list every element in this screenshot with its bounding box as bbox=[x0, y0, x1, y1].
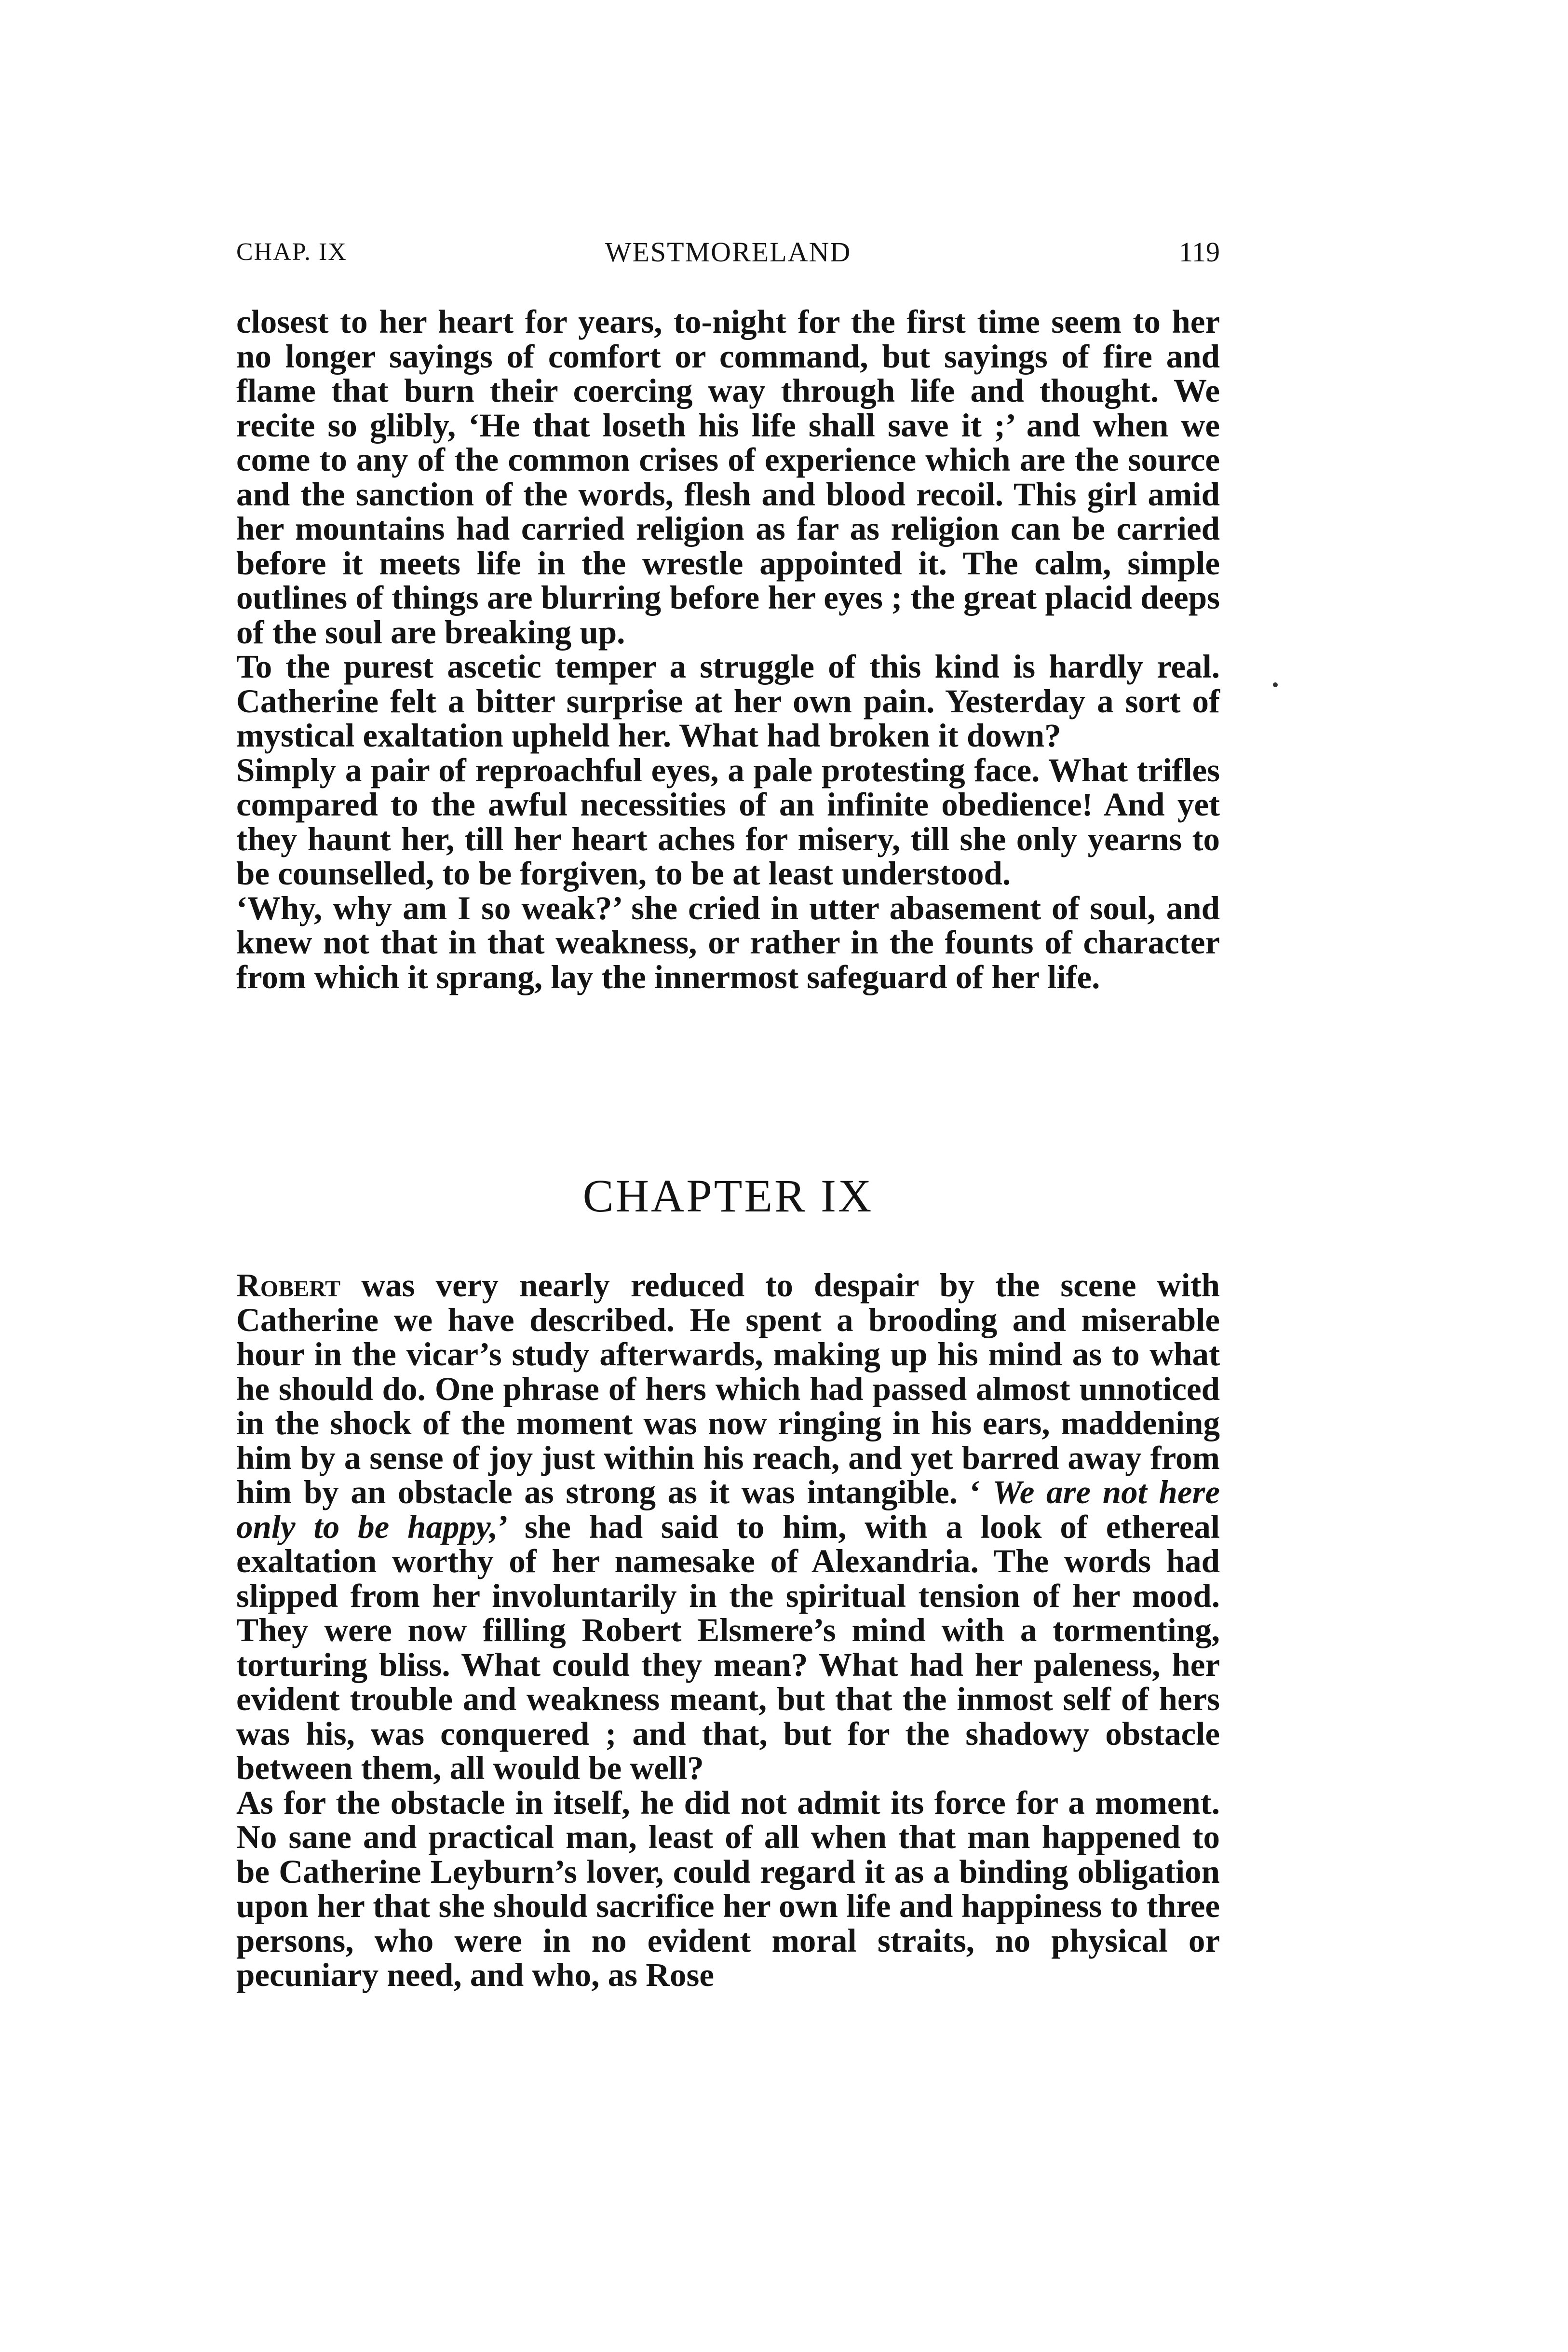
italic-quote: We are not here only to be happy, bbox=[236, 1474, 1220, 1545]
chapter-heading: CHAPTER IX bbox=[582, 1170, 874, 1222]
chapter-label: CHAP. IX bbox=[236, 238, 347, 266]
paragraph-text: was very nearly reduced to despair by the scene with Catherine we have described. He spent a brooding and miserable hour in the vicar’s study afterwards, making up his mind as to what he should do. One phrase of hers which had passed almost unnoticed in the shock of the moment was now ringing in his ears, maddening him by a sense of joy just within his reach, and yet barred away from him by an obstacle as strong as it was intangible. ‘ bbox=[236, 1267, 1220, 1510]
paragraph: Simply a pair of reproachful eyes, a pale protesting face. What trifles compared to the awful necessities of an infinite obedience! And yet they haunt her, till her heart aches for misery, till she only yearns to be counselled, to be forgiven, to be at least understood. bbox=[236, 751, 1220, 892]
paragraph: As for the obstacle in itself, he did not admit its force for a moment. No sane and practical man, least of all when that man happened to be Catherine Leyburn’s lover, could regard it as a binding obligation upon her that she should sacrifice her own life and happiness to three persons, who were in no evident moral straits, no physical or pecuniary need, and who, as Rose bbox=[236, 1784, 1220, 1993]
paragraph bbox=[236, 1268, 1220, 1786]
paragraph: closest to her heart for years, to-night for the first time seem to her no longer sayings of comfort or command, but sayings of fire and flame that burn their coercing way through life and thought. We recite so glibly, ‘He that loseth his life shall save it ;’ and when we come to any of the common crises of experience which are the source and the sanction of the words, flesh and blood recoil. This girl amid her mountains had carried religion as far as religion can be carried before it meets life in the wrestle appointed it. The calm, simple outlines of things are blurring before her eyes ; the great placid deeps of the soul are breaking up. bbox=[236, 303, 1220, 651]
paragraph: ‘Why, why am I so weak?’ she cried in utter abasement of soul, and knew not that in that weakness, or rather in the founts of character from which it sprang, lay the innermost safeguard of her life. bbox=[236, 889, 1220, 995]
running-title: WESTMORELAND bbox=[605, 236, 852, 268]
paragraph-text: ’ she had said to him, with a look of ethereal exaltation worthy of her namesake of Alexandria. The words had slipped from her involuntarily in the spiritual tension of her mood. They were now filling Robert Elsmere’s mind with a tormenting, torturing bliss. What could they mean? What had her paleness, her evident trouble and weakness meant, but that the inmost self of hers was his, was conquered ; and that, but for the shadowy obstacle between them, all would be well? bbox=[236, 1508, 1220, 1786]
chapter-opening-word: Robert bbox=[236, 1267, 341, 1304]
continuation-text bbox=[236, 305, 1220, 994]
running-head bbox=[236, 231, 1220, 274]
page-number: 119 bbox=[1179, 236, 1220, 268]
margin-mark bbox=[1273, 682, 1278, 687]
chapter-text bbox=[236, 1268, 1220, 1993]
paragraph: To the purest ascetic temper a struggle of this kind is hardly real. Catherine felt a bitter surprise at her own pain. Yesterday a sort of mystical exaltation upheld her. What had broken it down? bbox=[236, 648, 1220, 754]
